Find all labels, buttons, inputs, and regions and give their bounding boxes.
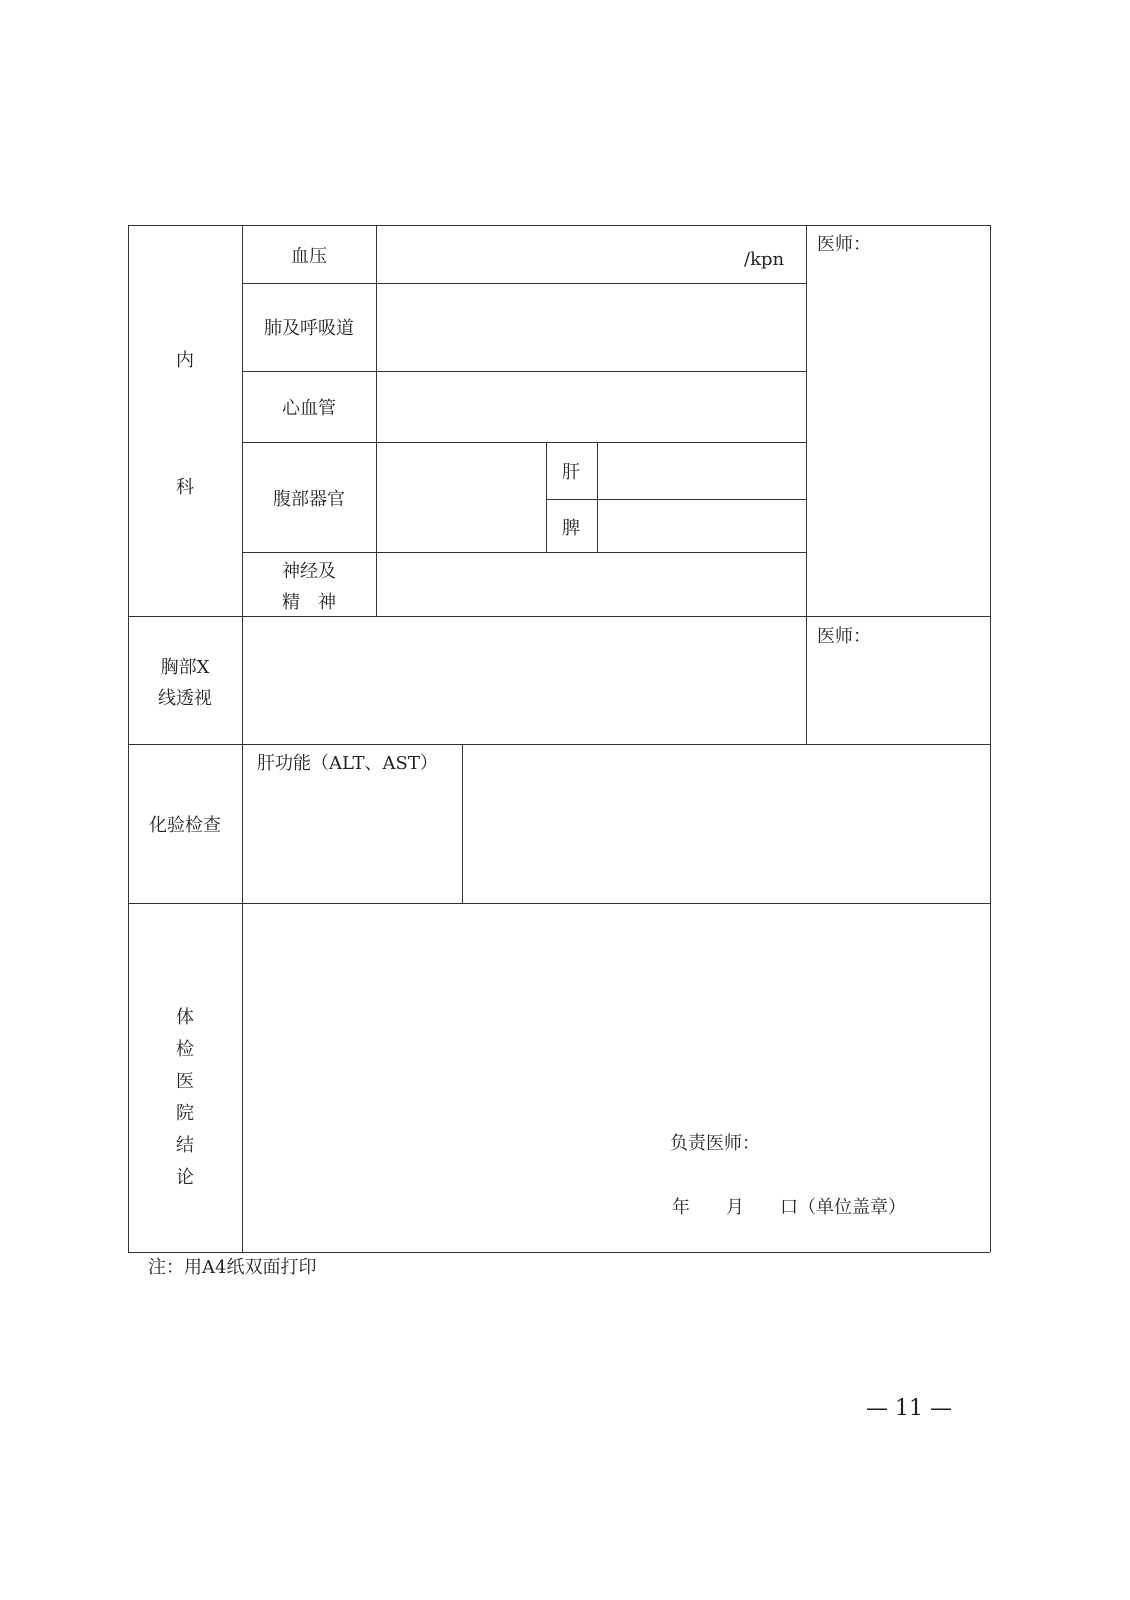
- table-border-top: [128, 225, 990, 226]
- date-stamp-line: 年 月 口（单位盖章）: [672, 1197, 906, 1218]
- conclusion-label: 体检医院结论: [176, 1007, 194, 1188]
- divider: [128, 616, 990, 617]
- divider: [806, 225, 807, 744]
- chest-doctor-label: 医师：: [817, 626, 871, 647]
- page-number: — 11 —: [866, 1396, 952, 1421]
- internal-medicine-label-2: 科: [176, 477, 194, 498]
- divider: [242, 552, 806, 553]
- table-border-left: [128, 225, 129, 1252]
- divider: [242, 442, 806, 443]
- divider: [597, 442, 598, 552]
- spleen-label: 脾: [562, 518, 580, 539]
- cardio-label: 心血管: [282, 398, 336, 419]
- neuro-label-line2: 精 神: [282, 592, 336, 613]
- internal-doctor-label: 医师：: [817, 234, 871, 255]
- divider: [462, 744, 463, 903]
- divider: [546, 499, 806, 500]
- lab-label: 化验检查: [149, 815, 221, 836]
- blood-pressure-unit: /kpn: [744, 249, 785, 270]
- footnote: 注：用A4纸双面打印: [148, 1257, 317, 1278]
- liver-function-label: 肝功能（ALT、AST）: [257, 753, 438, 774]
- divider: [242, 371, 806, 372]
- table-border-right: [990, 225, 991, 1252]
- neuro-label-line1: 神经及: [282, 561, 336, 582]
- lungs-label: 肺及呼吸道: [264, 318, 354, 339]
- label-column-divider: [242, 225, 243, 1252]
- divider: [242, 283, 806, 284]
- responsible-doctor-label: 负责医师：: [670, 1133, 760, 1154]
- chest-xray-label-line2: 线透视: [158, 688, 212, 709]
- abdomen-label: 腹部器官: [273, 489, 345, 510]
- blood-pressure-label: 血压: [291, 246, 327, 267]
- internal-medicine-label-1: 内: [176, 350, 194, 371]
- table-border-bottom: [128, 1252, 990, 1253]
- liver-label: 肝: [562, 462, 580, 483]
- chest-xray-label-line1: 胸部X: [160, 657, 210, 678]
- divider: [128, 903, 990, 904]
- divider: [546, 442, 547, 552]
- divider: [128, 744, 990, 745]
